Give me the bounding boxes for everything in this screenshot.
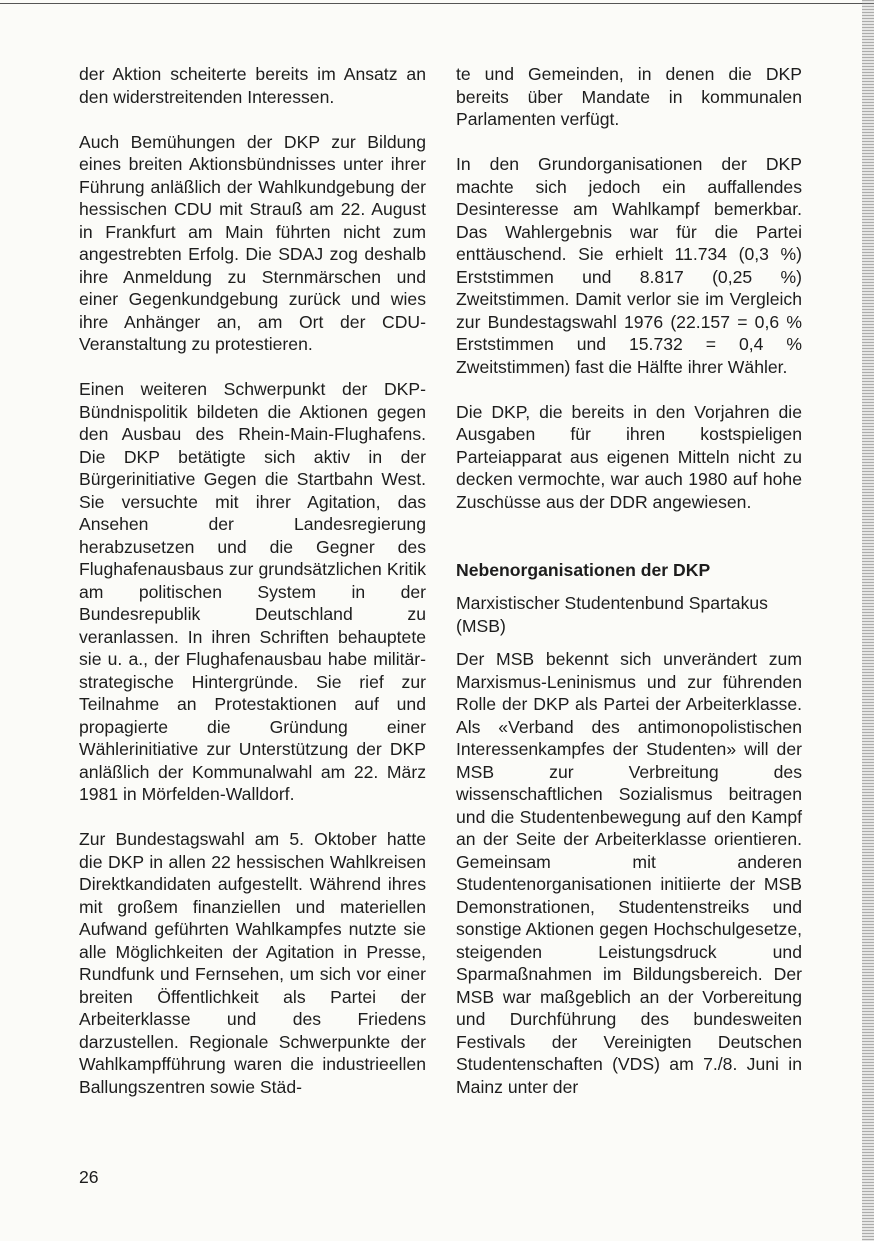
top-scan-rule	[0, 3, 874, 4]
right-paragraph-4: Der MSB bekennt sich unverändert zum Marxismus-Leninismus und zur führenden Rolle der DKP als Partei der Arbeiterklasse. Als «Verband des antimonopolistischen Interessenkampfes der Studenten» will der MSB zur Verbreitung des wissenschaftlichen Sozialismus beitragen und die Studentenbewegung auf den Kampf an der Seite der Arbeiterklasse orientieren. Gemeinsam mit anderen Studentenorganisationen initiierte der MSB Demonstrationen, Studentenstreiks und sonstige Aktionen gegen Hochschulgesetze, steigenden Leistungsdruck und Sparmaßnahmen im Bildungsbereich. Der MSB war maßgeblich an der Vorbereitung und Durchführung des bundesweiten Festivals der Vereinigten Deutschen Studentenschaften (VDS) am 7./8. Juni in Mainz unter der	[456, 649, 802, 1097]
right-paragraph-3: Die DKP, die bereits in den Vorjahren die Ausgaben für ihren kostspieligen Parteiapparat aus eigenen Mitteln nicht zu decken vermochte, war auch 1980 auf hohe Zuschüsse aus der DDR angewiesen.	[456, 401, 802, 512]
right-paragraph-1: te und Gemeinden, in denen die DKP bereits über Mandate in kommunalen Parlamenten verfügt.	[456, 64, 802, 129]
section-subheading: Marxistischer Studentenbund Spartakus (MSB)	[456, 593, 768, 636]
left-paragraph-4: Zur Bundestagswahl am 5. Oktober hatte die DKP in allen 22 hessischen Wahlkreisen Direktkandidaten aufgestellt. Während ihres mit großem finanziellen und materiellen Aufwand geführten Wahlkampfes nutzte sie alle Möglichkeiten der Agitation in Presse, Rundfunk und Fernsehen, um sich vor einer breiten Öffentlichkeit als Partei der Arbeiterklasse und des Friedens darzustellen. Regionale Schwerpunkte der Wahlkampfführung waren die industrieellen Ballungszentren sowie Städ-	[79, 829, 426, 1097]
page-number: 26	[79, 1167, 99, 1187]
left-paragraph-1: der Aktion scheiterte bereits im Ansatz an den widerstreitenden Interessen.	[79, 64, 426, 107]
scan-edge-artifact	[862, 0, 874, 1241]
left-paragraph-3: Einen weiteren Schwerpunkt der DKP-Bündnispolitik bildeten die Aktionen gegen den Ausbau des Rhein-Main-Flughafens. Die DKP betätigte sich aktiv in der Bürgerinitiative Gegen die Startbahn West. Sie versuchte mit ihrer Agitation, das Ansehen der Landesregierung herabzusetzen und die Gegner des Flughafenausbaus zur grundsätzlichen Kritik am politischen System in der Bundesrepublik Deutschland zu veranlassen. In ihren Schriften behauptete sie u. a., der Flughafenausbau habe militär-strategische Hintergründe. Sie rief zur Teilnahme an Protestaktionen auf und propagierte die Gründung einer Wählerinitiative zur Unterstützung der DKP anläßlich der Kommunalwahl am 22. März 1981 in Mörfelden-Walldorf.	[79, 379, 426, 804]
section-gap	[456, 536, 802, 559]
right-paragraph-2: In den Grundorganisationen der DKP machte sich jedoch ein auffallendes Desinteresse am Wahlkampf bemerkbar. Das Wahlergebnis war für die Partei enttäuschend. Sie erhielt 11.734 (0,3 %) Erststimmen und 8.817 (0,25 %) Zweitstimmen. Damit verlor sie im Vergleich zur Bundestagswahl 1976 (22.157 = 0,6 % Erststimmen und 15.732 = 0,4 % Zweitstimmen) fast die Hälfte ihrer Wähler.	[456, 154, 802, 377]
right-column	[456, 63, 802, 1098]
left-paragraph-2: Auch Bemühungen der DKP zur Bildung eines breiten Aktionsbündnisses unter ihrer Führung anläßlich der Wahlkundgebung der hessischen CDU mit Strauß am 22. August in Frankfurt am Main führten nicht zum angestrebten Erfolg. Die SDAJ zog deshalb ihre Anmeldung zu Sternmärschen und einer Gegenkundgebung zurück und wies ihre Anhänger an, am Ort der CDU-Veranstaltung zu protestieren.	[79, 131, 426, 354]
section-heading: Nebenorganisationen der DKP	[456, 559, 711, 580]
left-column	[79, 63, 426, 1098]
